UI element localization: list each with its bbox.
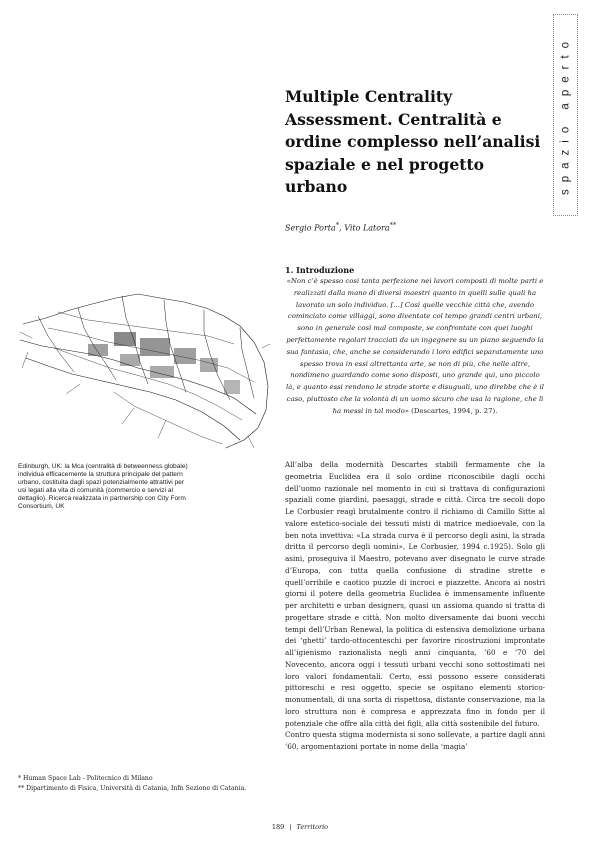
article-title: Multiple Centrality Assessment. Centralità e ordine complesso nell’analisi spaziale e nel progetto urbano [285,87,541,196]
author-porta-mark: * [335,221,340,229]
author-latora: Vito Latora [344,223,390,233]
quote-text: «Non c’è spesso cosi tanta perfezione nei lavori composti di molte parti e realizzati dalla mano di diversi maestri quanto in quelli sulle quali ha lavorato un solo individuo. [...] Così quelle vecchie città che, avendo cominciato come villaggi, sono diventate col tempo grandi centri urbani, sono in generale così mal composte, se confrontate con quei luoghi perfettamente regolari tracciati da un ingegnere su un piano seguendo la sua fantasia, che, anche se considerando i loro edifici separatamente uno spesso trova in essi altrettanta arte, se non di più, che nelle altre, nondimeno guardando come sono disposti, uno grande qui, uno piccolo là, e quanto essi rendono le strade storte e disuguali, uno direbbe che è il caso, piuttosto che la volontà di un uomo sicuro che usa la ragione, che li ha messi in tal modo» [286,277,544,415]
author-separator: , [339,223,345,233]
page-number: 189 [271,823,285,831]
author-porta: Sergio Porta [285,223,336,233]
page-footer [0,823,600,831]
figure-caption: Edinburgh, UK: la Mca (centralità di betweenness globale) individua efficacemente la struttura principale del pattern urbano, costituita dagli spazi potenzialmente attrattivi per usi legati alla vita di comunità (commercio e servizi al dettaglio). Ricerca realizzata in partnership con City Form Consortium, UK [18,463,188,510]
epigraph-quote [285,276,545,418]
street-network-map [18,288,270,455]
section-side-tab [553,14,578,216]
footnotes [18,774,280,793]
footer-separator: | [289,823,292,831]
article-body [285,459,545,753]
article-authors [285,221,396,233]
body-paragraph: Contro questa stigma modernista si sono sollevate, a partire dagli anni ’60, argomentazioni portate in nome della ‘magia’ [285,730,545,751]
footnote-2: ** Dipartimento di Fisica, Università di Catania, Infn Sezione di Catania. [18,784,247,792]
author-latora-mark: ** [389,221,397,229]
footnote-1: * Human Space Lab - Politecnico di Milano [18,775,153,782]
body-paragraph: All’alba della modernità Descartes stabilì fermamente che la geometria Euclidea era il solo ordine riconoscibile dagli occhi dell’uomo razionale nel momento in cui si trattava di configurazioni spaziali come giardini, paesaggi, strade e città. Circa tre secoli dopo Le Corbusier reagì brutalmente contro il richiamo di Camillo Sitte al valore estetico-sociale dei tessuti misti di matrice medioevale, con la ben nota invettiva: «La strada curva è il percorso degli asini, la strada dritta il percorso degli uomini», Le Corbusier, 1994 c.1925). Solo gli asini, proseguiva il Maestro, potevano aver disegnato le curve strade d’Europa, con tutta quella confusione di stradine strette e quell’orribile e caotico puzzle di incroci e piazzette. Ancora ai nostri giorni il potere della geometria Euclidea è immensamente influente per architetti e urban designers, quasi un assioma quando si tratta di progettare strade e città. Non molto diversamente dai buoni vecchi tempi dell’Urban Renewal, la politica di estensiva demolizione urbana dei ‘ghetti’ tardo-ottocenteschi per favorire ricostruzioni improntate all’igienismo razionalista negli anni cinquanta, ’60 e ’70 del Novecento, ancora oggi i tessuti urbani vecchi sono sottostimati nei loro valori fondamentali. Certo, essi possono essere considerati pittoreschi e resi oggetto, specie se ospitano elementi storico-monumentali, di una sorta di rispettosa, distante conservazione, ma la loro struttura non è compresa e apprezzata fino in fondo per il potenziale che offre alla città dei figli, alla città sostenibile del futuro. [285,460,545,728]
journal-name: Territorio [296,823,329,831]
quote-citation: (Descartes, 1994, p. 27). [408,406,498,415]
section-heading: 1. Introduzione [285,265,355,275]
section-side-tab-label: spazio aperto [559,34,572,196]
